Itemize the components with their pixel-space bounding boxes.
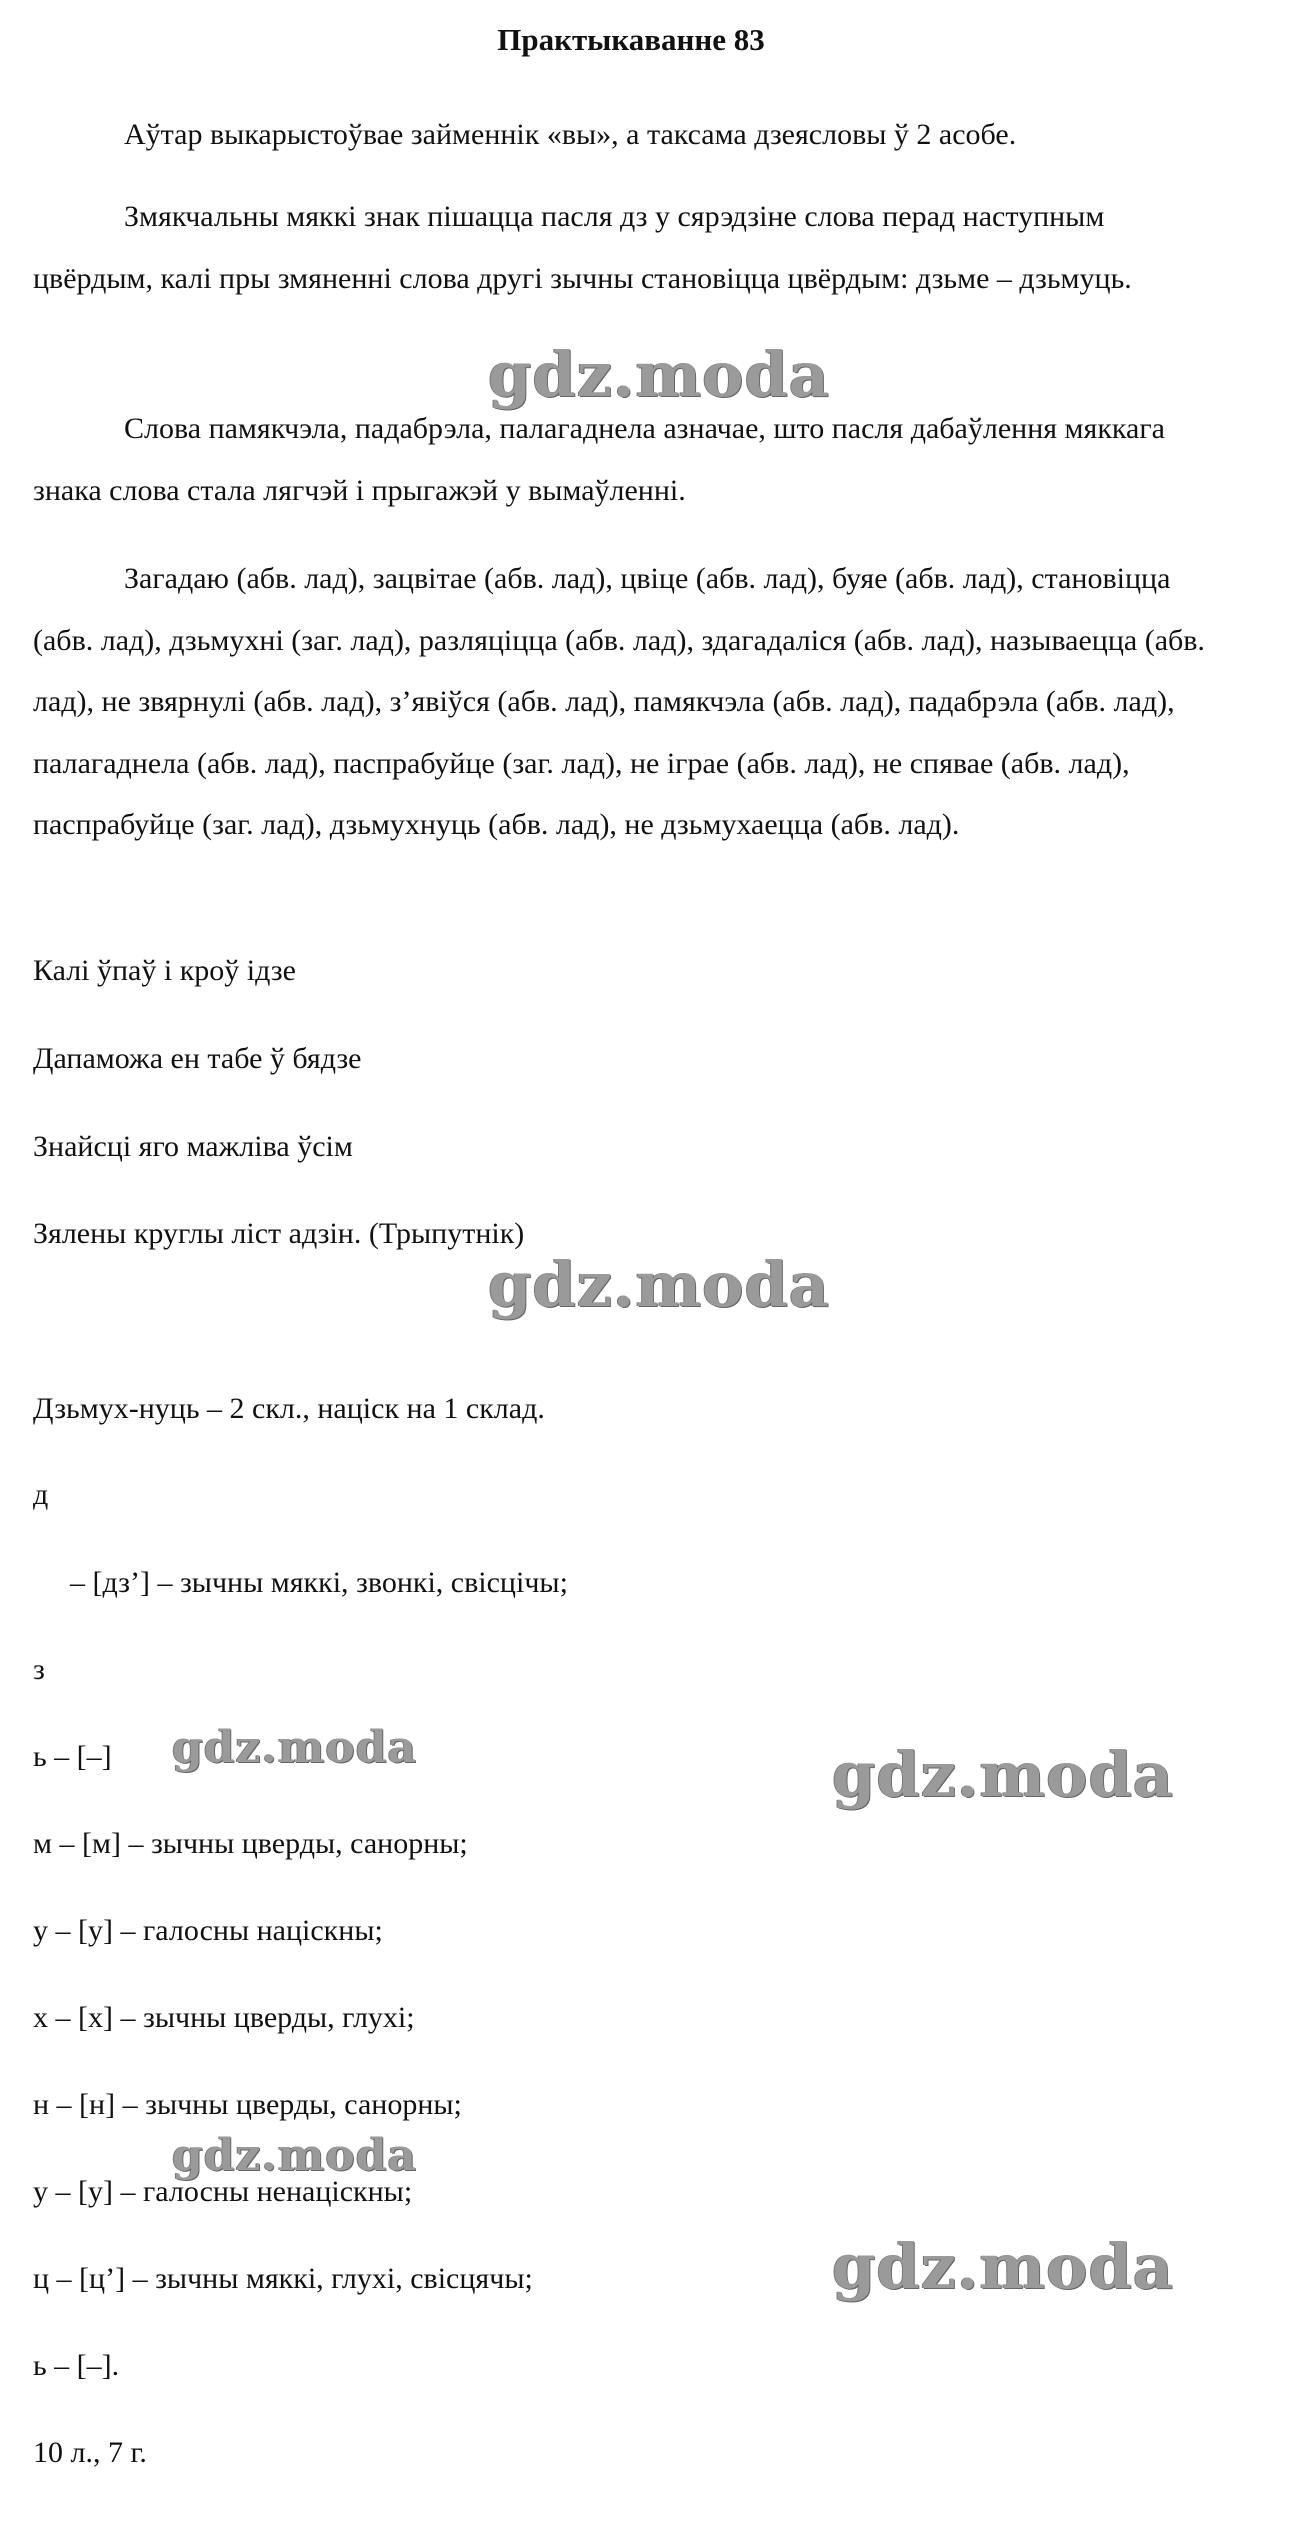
watermark: gdz.moda [172, 2130, 418, 2181]
paragraph-2 [33, 186, 1213, 309]
analysis-line: у – [у] – галосны ненаціскны; [33, 2175, 413, 2208]
analysis-line: н – [н] – зычны цверды, санорны; [33, 2088, 462, 2121]
analysis-line: у – [у] – галосны націскны; [33, 1914, 383, 1947]
analysis-line: д [33, 1478, 49, 1511]
analysis-line: ц – [ц’] – зычны мяккі, глухі, свісцячы; [33, 2262, 533, 2295]
paragraph-2-text: Змякчальны мяккі знак пішацца пасля дз у сярэдзіне слова перад наступным цвёрдым, калі пры змяненні слова другі зычны становіцца цвёрдым: дзьме – дзьмуць. [33, 200, 1132, 295]
analysis-line: з [33, 1653, 45, 1686]
analysis-line: – [дз’] – зычны мяккі, звонкі, свісцічы; [70, 1566, 568, 1599]
riddle-line: Зялены круглы ліст адзін. (Трыпутнік) [33, 1217, 525, 1250]
word-analysis-heading: Дзьмух-нуць – 2 скл., націск на 1 склад. [33, 1392, 545, 1425]
letter-sound-count: 10 л., 7 г. [33, 2436, 147, 2469]
watermark: gdz.moda [832, 2230, 1174, 2303]
paragraph-1-text: Аўтар выкарыстоўвае займеннік «вы», а таксама дзеясловы ў 2 асобе. [124, 118, 1017, 151]
watermark: gdz.moda [832, 1738, 1174, 1811]
analysis-line: ь – [–]. [33, 2349, 120, 2382]
paragraph-4 [33, 548, 1213, 856]
watermark: gdz.moda [172, 1722, 418, 1773]
paragraph-3 [33, 398, 1213, 521]
riddle-line: Калі ўпаў і кроў ідзе [33, 954, 296, 987]
analysis-line: ь – [–] [33, 1740, 112, 1773]
paragraph-4-text: Загадаю (абв. лад), зацвітае (абв. лад), цвіце (абв. лад), буяе (абв. лад), становіцца (абв. лад), дзьмухні (заг. лад), разляціцца (абв. лад), здагадаліся (абв. лад), называецца (абв. лад), не звярнулі (абв. лад), з’явіўся (абв. лад), памякчэла (абв. лад), падабрэла (абв. лад), палагаднела (абв. лад), паспрабуйце (заг. лад), не іграе (абв. лад), не спявае (абв. лад), паспрабуйце (заг. лад), дзьмухнуць (абв. лад), не дзьмухаецца (абв. лад). [33, 562, 1205, 841]
paragraph-3-text: Слова памякчэла, падабрэла, палагаднела азначае, што пасля дабаўлення мяккага знака слова стала лягчэй і прыгажэй у вымаўленні. [33, 412, 1165, 507]
paragraph-1 [33, 104, 1213, 166]
analysis-line: х – [х] – зычны цверды, глухі; [33, 2001, 415, 2034]
watermark: gdz.moda [488, 1248, 830, 1321]
riddle-line: Знайсці яго мажліва ўсім [33, 1130, 353, 1163]
analysis-line: м – [м] – зычны цверды, санорны; [33, 1827, 468, 1860]
exercise-title: Практыкаванне 83 [497, 22, 765, 57]
watermark: gdz.moda [488, 338, 830, 411]
riddle-line: Дапаможа ен табе ў бядзе [33, 1042, 362, 1075]
